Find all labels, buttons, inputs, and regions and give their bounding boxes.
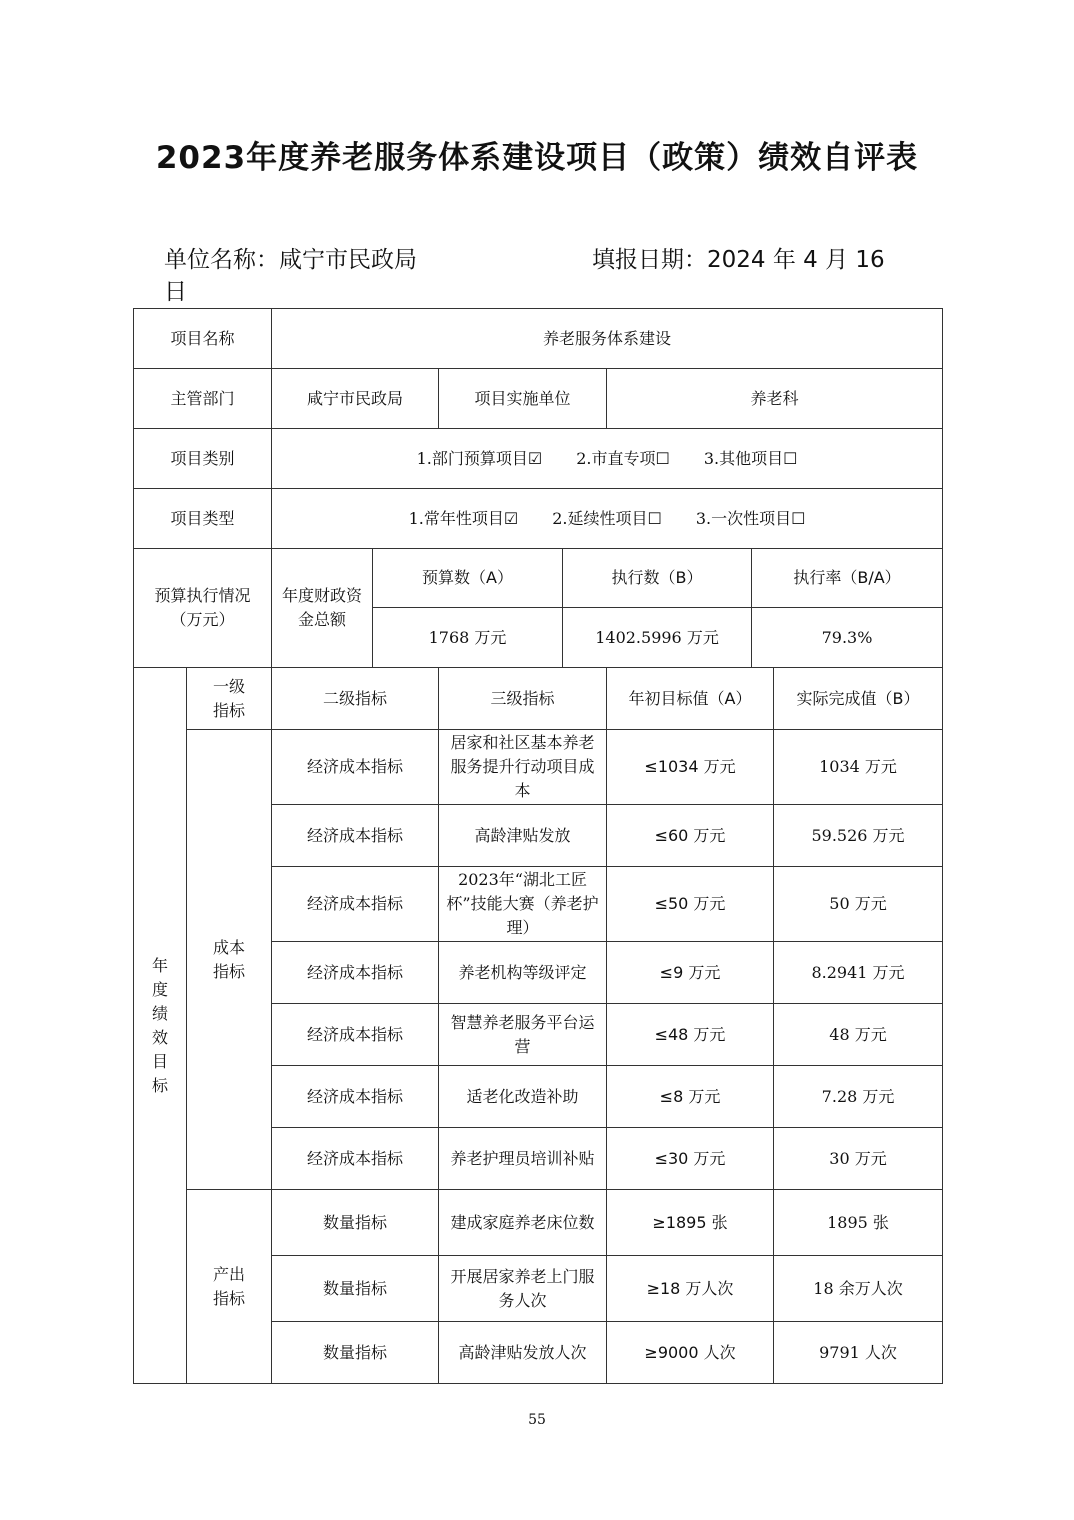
annual-goal-label: 年度绩效目标 — [134, 668, 187, 1384]
target-cell: ≤8 万元 — [607, 1066, 774, 1128]
budget-header-rate: 执行率（B/A） — [752, 549, 943, 608]
target-cell: ≥1895 张 — [607, 1190, 774, 1256]
type-option-2: 2.延续性项目☐ — [552, 508, 662, 528]
level3-cell: 养老护理员培训补贴 — [439, 1128, 607, 1190]
level3-cell: 高龄津贴发放人次 — [439, 1322, 607, 1384]
actual-cell: 1895 张 — [774, 1190, 943, 1256]
actual-cell: 18 余万人次 — [774, 1256, 943, 1322]
type-label: 项目类型 — [134, 489, 272, 549]
actual-cell: 9791 人次 — [774, 1322, 943, 1384]
budget-value-a: 1768 万元 — [373, 608, 563, 668]
level2-cell: 经济成本指标 — [272, 1128, 439, 1190]
page-title: 2023年度养老服务体系建设项目（政策）绩效自评表 — [155, 140, 919, 176]
annual-fund-label: 年度财政资金总额 — [272, 549, 373, 668]
budget-header-a: 预算数（A） — [373, 549, 563, 608]
impl-unit-label: 项目实施单位 — [439, 369, 607, 429]
level3-cell: 居家和社区基本养老服务提升行动项目成本 — [439, 730, 607, 805]
dept-label: 主管部门 — [134, 369, 272, 429]
budget-value-b: 1402.5996 万元 — [563, 608, 752, 668]
performance-table — [133, 308, 943, 1384]
level1-output: 产出指标 — [187, 1190, 272, 1384]
project-name-label: 项目名称 — [134, 309, 272, 369]
level2-cell: 数量指标 — [272, 1256, 439, 1322]
target-cell: ≥9000 人次 — [607, 1322, 774, 1384]
target-cell: ≤1034 万元 — [607, 730, 774, 805]
category-option-1: 1.部门预算项目☑ — [416, 448, 543, 468]
actual-cell: 1034 万元 — [774, 730, 943, 805]
header-level3: 三级指标 — [439, 668, 607, 730]
table-row — [134, 1190, 943, 1256]
level2-cell: 经济成本指标 — [272, 867, 439, 942]
level2-cell: 经济成本指标 — [272, 730, 439, 805]
fill-date: 填报日期：2024 年 4 月 16 — [592, 247, 885, 273]
target-cell: ≤48 万元 — [607, 1004, 774, 1066]
budget-value-rate: 79.3% — [752, 608, 943, 668]
type-option-1: 1.常年性项目☑ — [408, 508, 519, 528]
category-label: 项目类别 — [134, 429, 272, 489]
level2-cell: 经济成本指标 — [272, 805, 439, 867]
category-options — [272, 429, 943, 489]
target-cell: ≥18 万人次 — [607, 1256, 774, 1322]
project-name-value: 养老服务体系建设 — [272, 309, 943, 369]
category-option-3: 3.其他项目☐ — [703, 448, 798, 468]
level2-cell: 数量指标 — [272, 1322, 439, 1384]
level3-cell: 高龄津贴发放 — [439, 805, 607, 867]
level3-cell: 建成家庭养老床位数 — [439, 1190, 607, 1256]
impl-unit-value: 养老科 — [607, 369, 943, 429]
page-number: 55 — [528, 1412, 546, 1428]
category-option-2: 2.市直专项☐ — [576, 448, 670, 468]
actual-cell: 7.28 万元 — [774, 1066, 943, 1128]
target-cell: ≤50 万元 — [607, 867, 774, 942]
level1-cost: 成本指标 — [187, 730, 272, 1190]
type-options — [272, 489, 943, 549]
level2-cell: 经济成本指标 — [272, 1066, 439, 1128]
actual-cell: 59.526 万元 — [774, 805, 943, 867]
level2-cell: 经济成本指标 — [272, 1004, 439, 1066]
type-option-3: 3.一次性项目☐ — [695, 508, 806, 528]
level3-cell: 养老机构等级评定 — [439, 942, 607, 1004]
level3-cell: 开展居家养老上门服务人次 — [439, 1256, 607, 1322]
level3-cell: 适老化改造补助 — [439, 1066, 607, 1128]
actual-cell: 48 万元 — [774, 1004, 943, 1066]
level3-cell: 智慧养老服务平台运营 — [439, 1004, 607, 1066]
table-row — [134, 730, 943, 805]
actual-cell: 50 万元 — [774, 867, 943, 942]
target-cell: ≤9 万元 — [607, 942, 774, 1004]
header-target: 年初目标值（A） — [607, 668, 774, 730]
actual-cell: 8.2941 万元 — [774, 942, 943, 1004]
header-level1: 一级指标 — [187, 668, 272, 730]
level2-cell: 数量指标 — [272, 1190, 439, 1256]
fill-date-tail: 日 — [164, 279, 187, 305]
header-level2: 二级指标 — [272, 668, 439, 730]
level3-cell: 2023年“湖北工匠杯”技能大赛（养老护理） — [439, 867, 607, 942]
unit-name: 单位名称：咸宁市民政局 — [164, 247, 417, 273]
budget-header-b: 执行数（B） — [563, 549, 752, 608]
target-cell: ≤60 万元 — [607, 805, 774, 867]
actual-cell: 30 万元 — [774, 1128, 943, 1190]
dept-value: 咸宁市民政局 — [272, 369, 439, 429]
budget-label: 预算执行情况（万元） — [134, 549, 272, 668]
header-actual: 实际完成值（B） — [774, 668, 943, 730]
target-cell: ≤30 万元 — [607, 1128, 774, 1190]
level2-cell: 经济成本指标 — [272, 942, 439, 1004]
header-info — [164, 244, 924, 308]
